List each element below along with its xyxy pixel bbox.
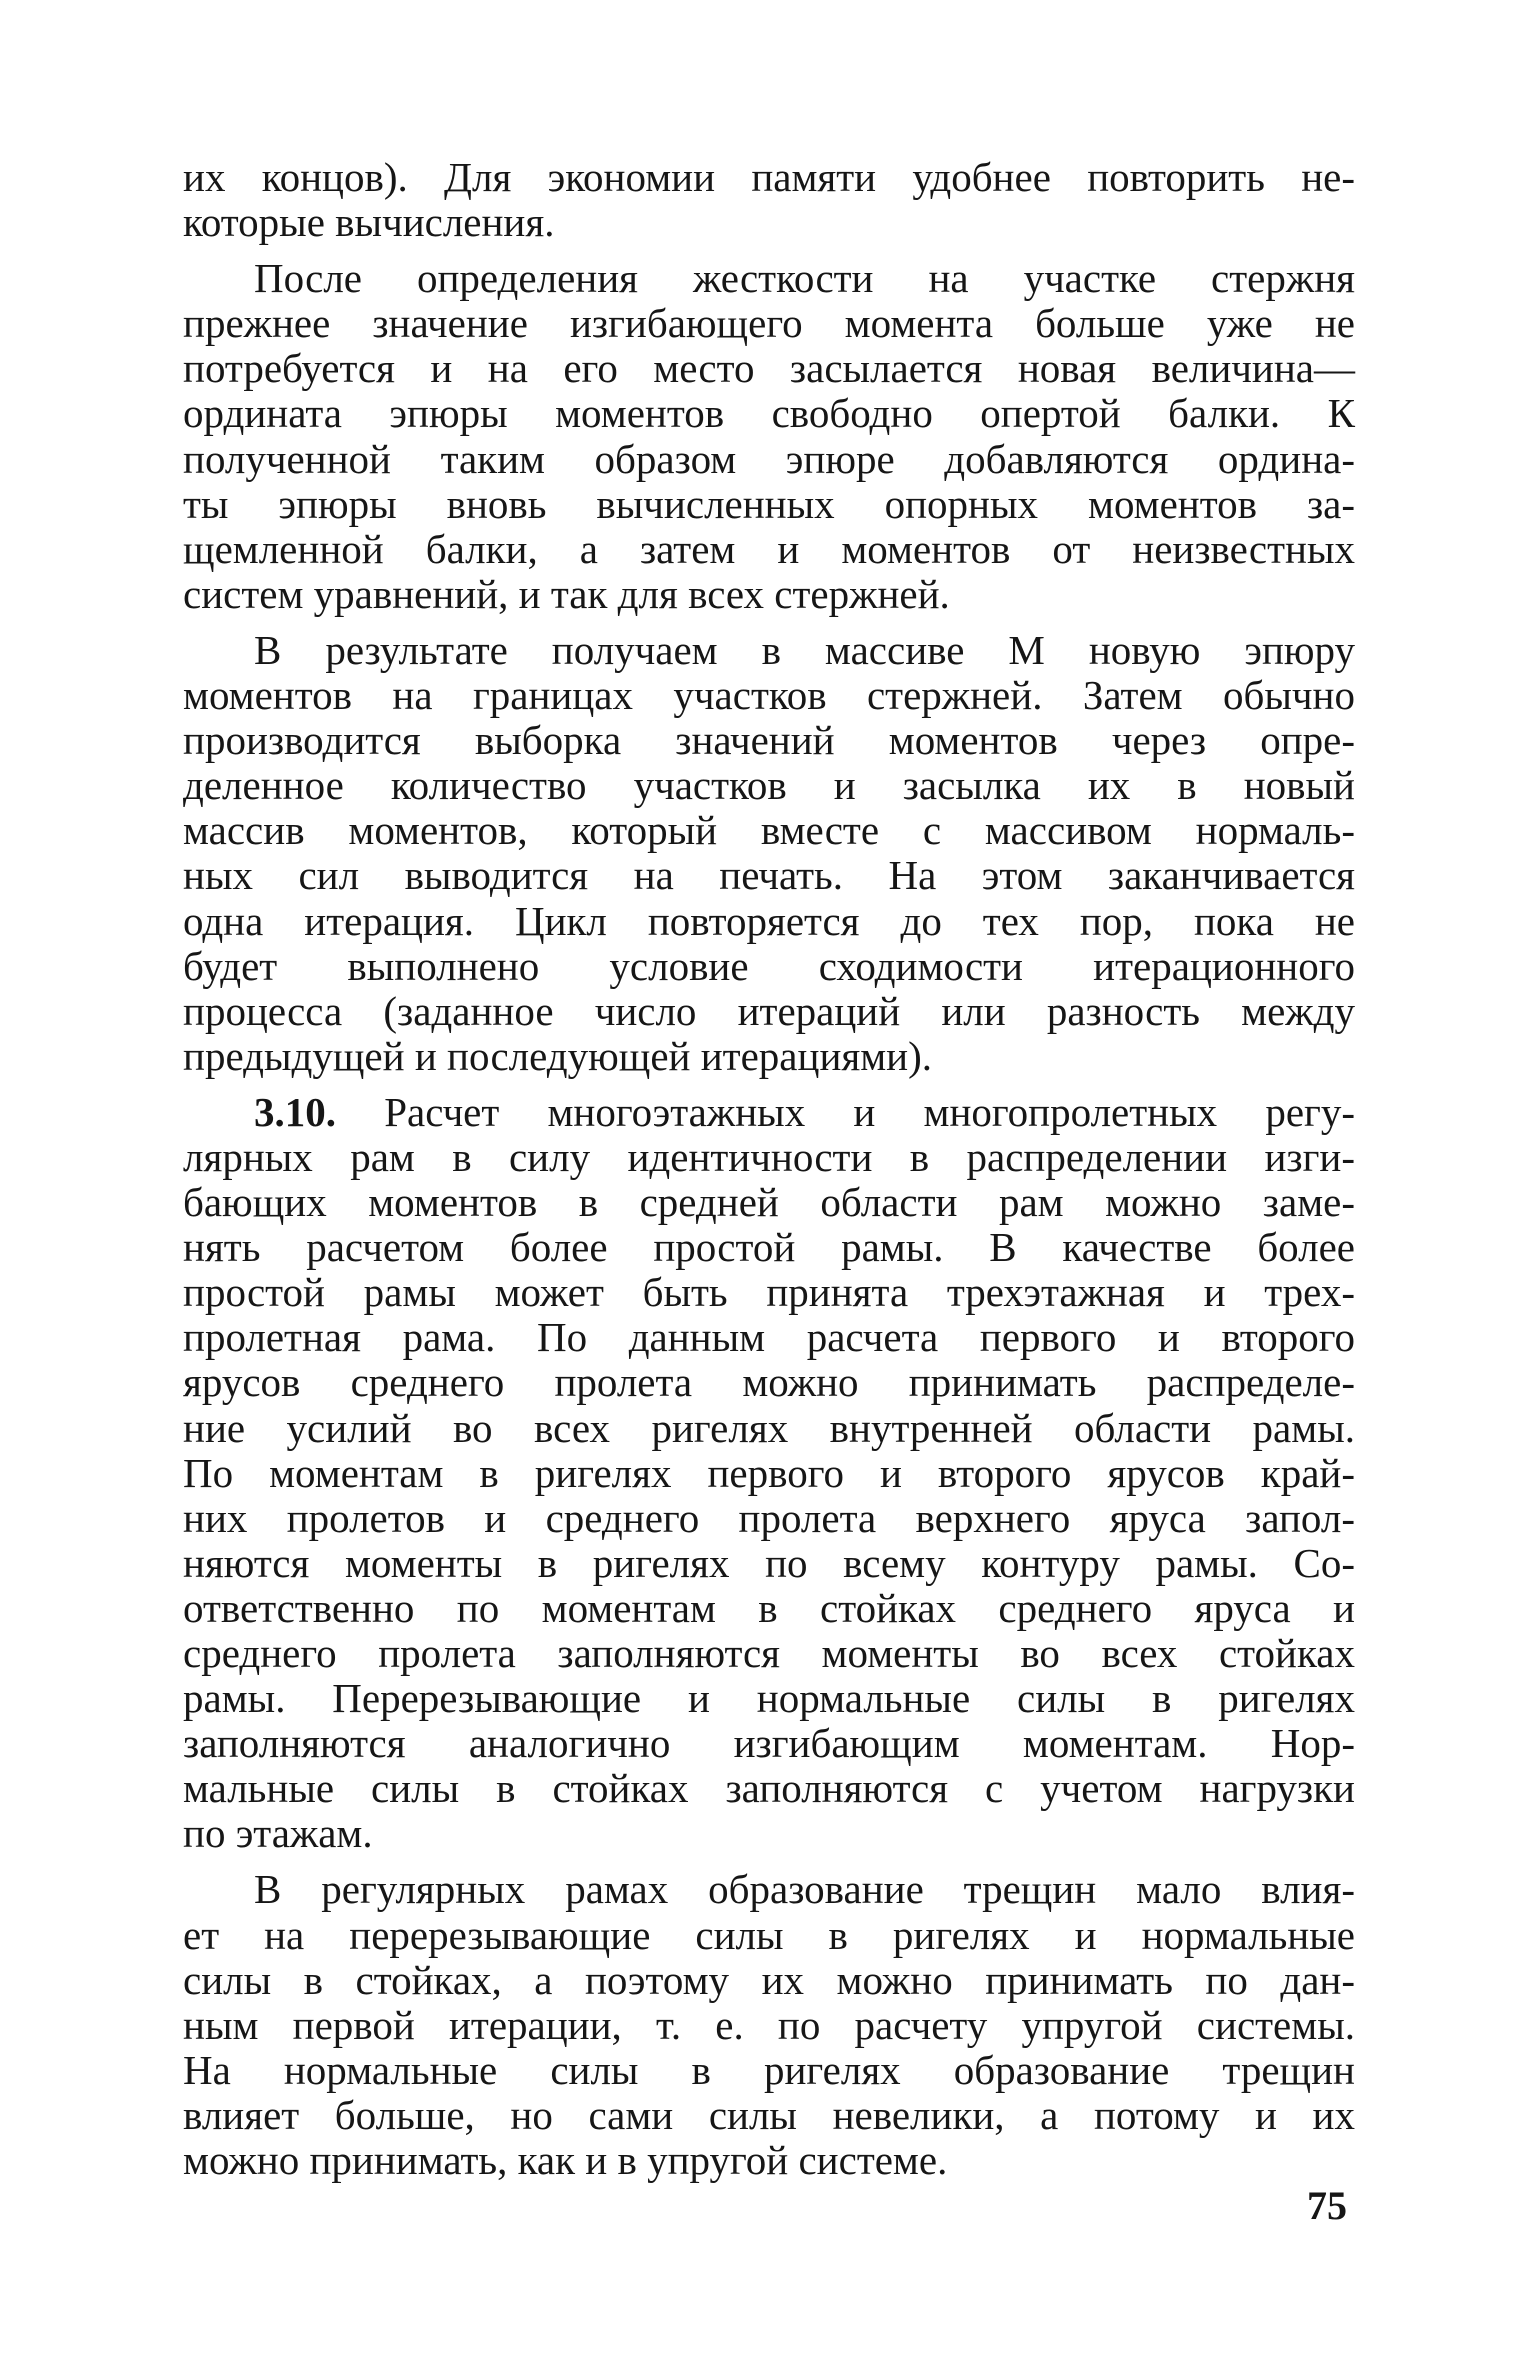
- text-line: них пролетов и среднего пролета верхнего яруса запол-: [183, 1494, 1355, 1541]
- text-line: систем уравнений, и так для всех стержней.: [183, 570, 950, 617]
- text-line: На нормальные силы в ригелях образование трещин: [183, 2046, 1355, 2093]
- text-line: можно принимать, как и в упругой системе.: [183, 2137, 948, 2184]
- text-line: по этажам.: [183, 1810, 373, 1857]
- text-line: полученной таким образом эпюре добавляются ордина-: [183, 435, 1355, 482]
- text-line: нять расчетом более простой рамы. В качестве более: [183, 1224, 1355, 1271]
- text-line: предыдущей и последующей итерациями).: [183, 1032, 933, 1079]
- text-line: ет на перерезывающие силы в ригелях и нормальные: [183, 1911, 1355, 1958]
- text-line: одна итерация. Цикл повторяется до тех пор, пока не: [183, 897, 1355, 944]
- text-line: процесса (заданное число итераций или разность между: [183, 987, 1355, 1034]
- text-line: будет выполнено условие сходимости итерационного: [183, 942, 1355, 989]
- text-line: [183, 1090, 1355, 1135]
- text-line: потребуется и на его место засылается новая величина—: [183, 345, 1355, 392]
- page-number: 75: [1307, 2183, 1347, 2228]
- text-line: мальные силы в стойках заполняются с учетом нагрузки: [183, 1765, 1355, 1812]
- text-line: простой рамы может быть принята трехэтажная и трех-: [183, 1269, 1355, 1316]
- text-line: ордината эпюры моментов свободно опертой балки. К: [183, 390, 1355, 437]
- text-line: В регулярных рамах образование трещин мало влия-: [254, 1866, 1355, 1913]
- text-line: ты эпюры вновь вычисленных опорных моментов за-: [183, 480, 1355, 527]
- paragraph-1: [183, 155, 1355, 245]
- text-line: силы в стойках, а поэтому их можно принимать по дан-: [183, 1956, 1355, 2003]
- text-line: ние усилий во всех ригелях внутренней области рамы.: [183, 1404, 1355, 1451]
- text-line: щемленной балки, а затем и моментов от неизвестных: [183, 525, 1355, 572]
- text-line: После определения жесткости на участке стержня: [254, 255, 1355, 302]
- text-line: прежнее значение изгибающего момента больше уже не: [183, 300, 1355, 347]
- section-number: 3.10.: [254, 1088, 336, 1135]
- text-line: рамы. Перерезывающие и нормальные силы в ригелях: [183, 1675, 1355, 1722]
- text-line: заполняются аналогично изгибающим моментам. Нор-: [183, 1720, 1355, 1767]
- text-line: среднего пролета заполняются моменты во всех стойках: [183, 1630, 1355, 1676]
- text-line: ярусов среднего пролета можно принимать распределе-: [183, 1359, 1355, 1406]
- text-line: лярных рам в силу идентичности в распределении изги-: [183, 1133, 1355, 1180]
- text-line: По моментам в ригелях первого и второго ярусов край-: [183, 1449, 1355, 1496]
- text-line: ответственно по моментам в стойках среднего яруса и: [183, 1584, 1355, 1631]
- text-line-rest: Расчет многоэтажных и многопролетных регу-: [384, 1088, 1355, 1135]
- text-line: В результате получаем в массиве М новую эпюру: [254, 626, 1355, 673]
- text-line: массив моментов, который вместе с массивом нормаль-: [183, 807, 1355, 854]
- paragraph-4: [183, 1090, 1355, 1857]
- paragraph-2: [183, 256, 1355, 617]
- page-text: [183, 155, 1355, 2183]
- paragraph-5: [183, 1867, 1355, 2183]
- text-line: няются моменты в ригелях по всему контуру рамы. Со-: [183, 1539, 1355, 1586]
- text-line: ных сил выводится на печать. На этом заканчивается: [183, 852, 1355, 899]
- text-line: влияет больше, но сами силы невелики, а потому и их: [183, 2091, 1355, 2138]
- text-line: пролетная рама. По данным расчета первого и второго: [183, 1314, 1355, 1361]
- text-line: ным первой итерации, т. е. по расчету упругой системы.: [183, 2001, 1355, 2048]
- text-line: их концов). Для экономии памяти удобнее повторить не-: [183, 154, 1355, 200]
- text-line: деленное количество участков и засылка их в новый: [183, 762, 1355, 809]
- text-line: которые вычисления.: [183, 199, 555, 246]
- paragraph-3: [183, 628, 1355, 1079]
- text-line: производится выборка значений моментов через опре-: [183, 717, 1355, 764]
- text-line: моментов на границах участков стержней. Затем обычно: [183, 672, 1355, 719]
- text-line: бающих моментов в средней области рам можно заме-: [183, 1179, 1355, 1226]
